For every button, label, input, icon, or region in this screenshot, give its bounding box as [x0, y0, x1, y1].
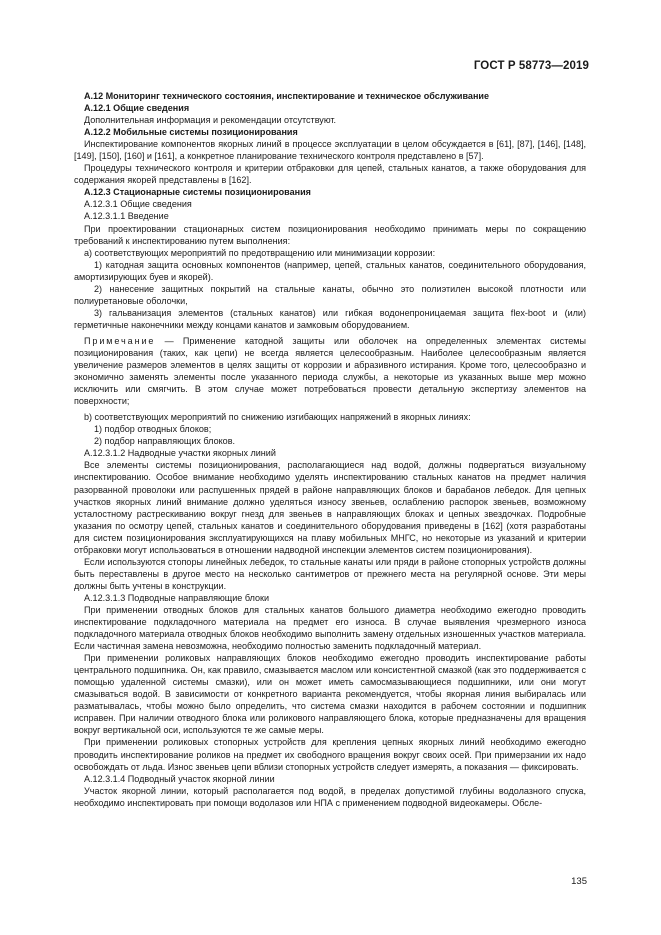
list-item: 3) гальванизация элементов (стальных канатов) или гибкая водонепроницаемая защита flex-boot и (или) герметичные наконечники между концами канатов и замковым оборудованием.: [74, 307, 586, 330]
section-heading-a12-3: А.12.3 Стационарные системы позиционирования: [84, 187, 311, 198]
note-text: — Применение катодной защиты или оболочек на определенных элементах системы позиционирования (таких, как цепи) не всегда является целесообразным. Наиболее целесообразным является увеличение размеров элементов в целях защиты от коррозии и абразивного истирания. Кроме того, целесообразно и экономично заменять элементы после указанного периода службы, а некоторые из указанных выше мер можно исключить или смягчить. В этом случае может потребоваться провести детальную экспертизу элементов на поверхности;: [74, 335, 586, 407]
section-heading-a12: А.12 Мониторинг технического состояния, инспектирование и техническое обслуживание: [84, 91, 490, 101]
page-number: 135: [571, 876, 587, 887]
list-item: 1) подбор отводных блоков;: [94, 424, 212, 435]
list-item: 1) катодная защита основных компонентов (например, цепей, стальных канатов, соединительного оборудования, амортизирующих буев и якорей).: [74, 259, 586, 282]
paragraph: При применении отводных блоков для стальных канатов большого диаметра необходимо ежегодно проводить инспектирование подкладочного материала на предмет его износа. В случае выявления чрезмерного износа подкладочного материала отводных блоков необходимо выполнить замену отдельных изношенных участков материала. Если частичная замена невозможна, необходимо полностью заменить подкладочный материал.: [74, 604, 586, 652]
subsection-heading-a12-3-1-4: А.12.3.1.4 Подводный участок якорной линии: [84, 773, 275, 784]
list-item: 2) нанесение защитных покрытий на стальные канаты, обычно это полиэтилен высокой плотности или полиуретановые оболочки,: [74, 283, 586, 306]
paragraph: Участок якорной линии, который располагается под водой, в пределах допустимой глубины водолазного спуска, необходимо инспектировать при помощи водолазов или НПА с применением подводной видеокамеры. Обсле-: [74, 785, 586, 808]
note-label: Примечание: [84, 335, 156, 346]
note-paragraph: [74, 335, 586, 407]
list-item: а) соответствующих мероприятий по предотвращению или минимизации коррозии:: [84, 247, 436, 258]
paragraph: Процедуры технического контроля и критерии отбраковки для цепей, стальных канатов, а также оборудования для содержания якорей представлены в [162].: [74, 163, 586, 186]
subsection-heading-a12-3-1: А.12.3.1 Общие сведения: [84, 199, 192, 210]
section-heading-a12-2: А.12.2 Мобильные системы позиционирования: [84, 127, 298, 138]
paragraph: При применении роликовых стопорных устройств для крепления цепных якорных линий необходимо ежегодно проводить инспектирование роликов на предмет их свободного вращения вокруг своих осей. При примерзании их надо освобождать от льда. Износ звеньев цепи вблизи стопорных устройств следует измерять, а показания — фиксировать.: [74, 737, 586, 772]
subsection-heading-a12-3-1-2: А.12.3.1.2 Надводные участки якорных линий: [84, 448, 276, 459]
subsection-heading-a12-3-1-1: А.12.3.1.1 Введение: [84, 211, 169, 222]
paragraph: При проектировании стационарных систем позиционирования необходимо принимать меры по сокращению требований к инспектированию путем выполнения:: [74, 223, 586, 246]
document-code: ГОСТ Р 58773—2019: [473, 60, 589, 72]
subsection-heading-a12-3-1-3: А.12.3.1.3 Подводные направляющие блоки: [84, 592, 270, 603]
paragraph: При применении роликовых направляющих блоков необходимо ежегодно проводить инспектирование работы центрального подшипника. Он, как правило, смазывается маслом или консистентной смазкой (как это поддерживается с помощью удаленной системы смазки), или он может иметь самосмазывающиеся подшипники, или они могут смазываться водой. В зависимости от конкретного варианта рекомендуется, чтобы якорная линия выбиралась или разматывалась, чтобы можно было определить, что система смазки находится в рабочем состоянии и подшипник исправен. При наличии отводного блока или роликового направляющего блока, которые предназначены для вращения вокруг вертикальной оси, используются те же самые меры.: [74, 653, 586, 736]
section-heading-a12-1: А.12.1 Общие сведения: [84, 103, 190, 114]
document-body: [74, 90, 586, 809]
paragraph: Если используются стопоры линейных лебедок, то стальные канаты или пряди в районе стопорных устройств должны быть переставлены в другое место на несколько сантиметров от прежнего места на регулярной основе. Эти меры должны быть учтены в конструкции.: [74, 556, 586, 591]
paragraph: Все элементы системы позиционирования, располагающиеся над водой, должны подвергаться визуальному инспектированию. Особое внимание необходимо уделять инспектированию стальных канатов на предмет наличия разорванной проволоки или распушенных прядей в районе направляющих блоков и барабанов лебедок. Для цепных участков якорных линий внимание должно уделяться износу звеньев, ослаблению распорок звеньев, возможному усталостному растрескиванию вокруг гнезд для звеньев в направляющих блоках и цепных звездочках. Подробные указания по осмотру цепей, стальных канатов и соединительного оборудования приведены в [162] (хотя разработаны для систем позиционирования эксплуатирующихся на плаву мобильных МНГС, но некоторые из указаний и критерии отбраковки могут использоваться в отношении надводной инспекции элементов систем позиционирования).: [74, 460, 586, 555]
paragraph: Инспектирование компонентов якорных линий в процессе эксплуатации в целом обсуждается в [61], [87], [146], [148], [149], [150], [160] и [161], а конкретное планирование технического контроля представлено в [57].: [74, 139, 586, 162]
list-item: b) соответствующих мероприятий по снижению изгибающих напряжений в якорных линиях:: [84, 412, 471, 423]
paragraph: Дополнительная информация и рекомендации отсутствуют.: [84, 115, 337, 126]
list-item: 2) подбор направляющих блоков.: [94, 436, 236, 447]
